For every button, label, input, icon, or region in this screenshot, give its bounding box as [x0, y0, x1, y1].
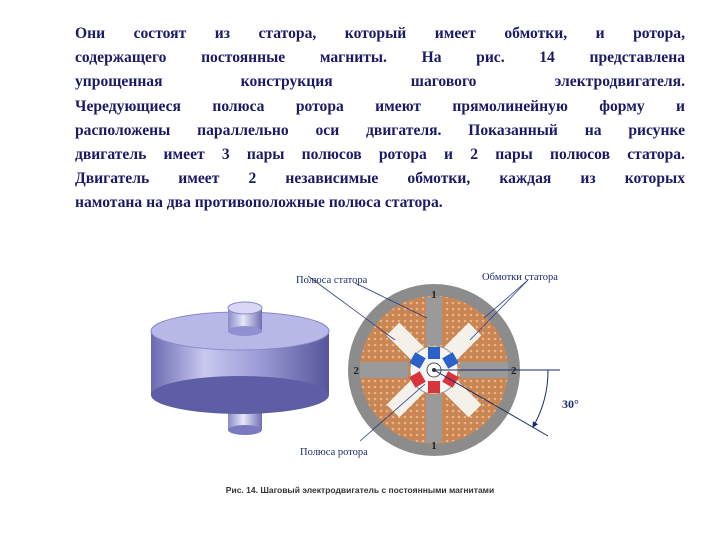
paragraph-line: содержащего постоянные магниты. На рис. 14 представлена	[75, 49, 685, 67]
paragraph-line: Чередующиеся полюса ротора имеют прямолинейную форму и	[75, 97, 685, 115]
paragraph-line: намотана на два противоположные полюса статора.	[75, 194, 443, 212]
angle-label: 30°	[562, 397, 579, 411]
paragraph-line: двигатель имеет 3 пары полюсов ротора и 2 пары полюсов статора.	[75, 146, 685, 164]
label-stator-windings: Обмотки статора	[482, 272, 558, 283]
pole-number-top: 1	[431, 289, 437, 301]
paragraph-line: Двигатель имеет 2 независимые обмотки, каждая из которых	[75, 170, 685, 188]
pole-number-left: 2	[353, 365, 359, 377]
paragraph-line: упрощенная конструкция шагового электродвигателя.	[75, 73, 685, 91]
paragraph-line: расположены параллельно оси двигателя. Показанный на рисунке	[75, 121, 685, 139]
label-rotor-poles: Полюса ротора	[300, 447, 368, 458]
motor-3d-illustration	[151, 302, 329, 435]
label-stator-poles: Полюса статора	[296, 275, 368, 286]
paragraph-line: Они состоят из статора, который имеет обмотки, и ротора,	[75, 25, 685, 42]
pole-number-right: 2	[511, 365, 517, 377]
figure-caption: Рис. 14. Шаговый электродвигатель с постоянными магнитами	[225, 485, 495, 495]
pole-number-bottom: 1	[431, 440, 437, 452]
